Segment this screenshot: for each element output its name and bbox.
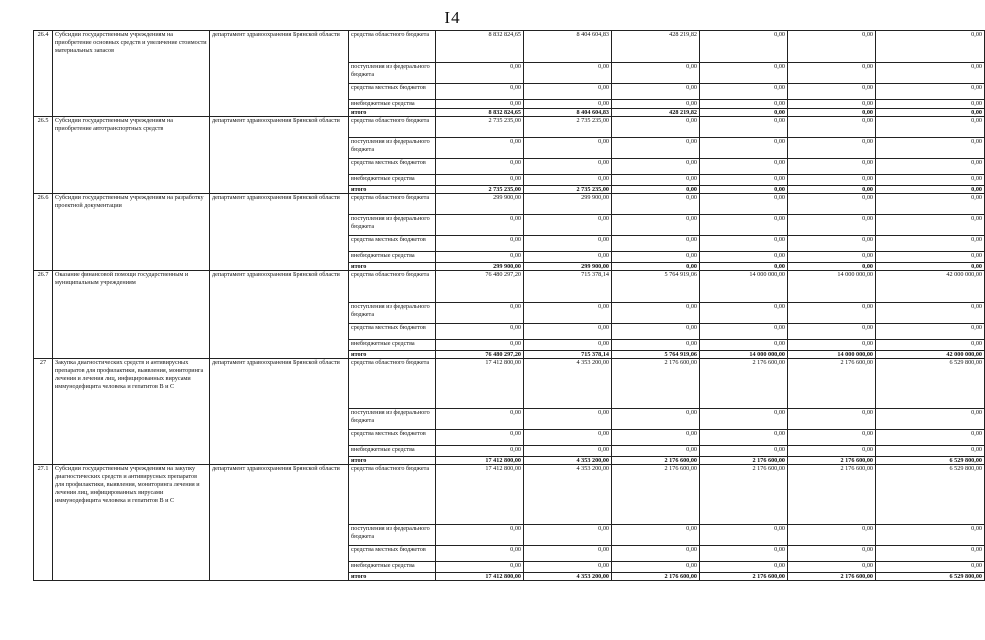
funding-source: итого bbox=[349, 263, 436, 271]
amount-cell: 0,00 bbox=[700, 562, 788, 573]
amount-cell: 0,00 bbox=[700, 546, 788, 562]
amount-cell: 0,00 bbox=[700, 31, 788, 63]
table-row bbox=[34, 194, 985, 215]
amount-cell: 6 529 800,00 bbox=[876, 573, 985, 581]
amount-cell: 0,00 bbox=[524, 175, 612, 186]
funding-source: поступления из федерального бюджета bbox=[349, 303, 436, 324]
amount-cell: 0,00 bbox=[612, 562, 700, 573]
amount-cell: 0,00 bbox=[524, 546, 612, 562]
amount-cell: 0,00 bbox=[876, 324, 985, 340]
amount-cell: 0,00 bbox=[788, 546, 876, 562]
amount-cell: 6 529 800,00 bbox=[876, 465, 985, 525]
table-row bbox=[34, 31, 985, 63]
funding-source: средства областного бюджета bbox=[349, 271, 436, 303]
amount-cell: 0,00 bbox=[700, 63, 788, 84]
amount-cell: 299 900,00 bbox=[524, 194, 612, 215]
amount-cell: 76 480 297,20 bbox=[436, 271, 524, 303]
section-name: Закупка диагностических средств и антивирусных препаратов для профилактики, выявления, мониторинга лечения и лечения лиц, инфицированных вирусами иммунодефицита человека и гепатитов B и C bbox=[53, 359, 210, 465]
amount-cell: 0,00 bbox=[700, 525, 788, 546]
amount-cell: 299 900,00 bbox=[524, 263, 612, 271]
amount-cell: 0,00 bbox=[524, 215, 612, 236]
amount-cell: 4 353 200,00 bbox=[524, 359, 612, 409]
amount-cell: 4 353 200,00 bbox=[524, 457, 612, 465]
amount-cell: 0,00 bbox=[436, 409, 524, 430]
amount-cell: 0,00 bbox=[876, 138, 985, 159]
amount-cell: 0,00 bbox=[524, 252, 612, 263]
amount-cell: 0,00 bbox=[612, 263, 700, 271]
funding-source: внебюджетные средства bbox=[349, 175, 436, 186]
amount-cell: 2 176 600,00 bbox=[788, 359, 876, 409]
amount-cell: 0,00 bbox=[612, 84, 700, 100]
funding-source: итого bbox=[349, 109, 436, 117]
amount-cell: 42 000 000,00 bbox=[876, 351, 985, 359]
amount-cell: 0,00 bbox=[612, 63, 700, 84]
section-name: Субсидии государственным учреждениям на приобретение основных средств и увеличение стоимости материальных запасов bbox=[53, 31, 210, 117]
amount-cell: 0,00 bbox=[436, 236, 524, 252]
amount-cell: 17 412 800,00 bbox=[436, 573, 524, 581]
amount-cell: 8 832 824,65 bbox=[436, 31, 524, 63]
amount-cell: 0,00 bbox=[436, 303, 524, 324]
budget-table bbox=[33, 30, 985, 581]
amount-cell: 0,00 bbox=[612, 138, 700, 159]
executor: департамент здравоохранения Брянской области bbox=[210, 465, 349, 581]
funding-source: средства областного бюджета bbox=[349, 117, 436, 138]
funding-source: итого bbox=[349, 186, 436, 194]
section-code: 27 bbox=[34, 359, 53, 465]
section-name: Оказание финансовой помощи государственным и муниципальным учреждениям bbox=[53, 271, 210, 359]
funding-source: средства местных бюджетов bbox=[349, 159, 436, 175]
amount-cell: 0,00 bbox=[700, 340, 788, 351]
amount-cell: 2 176 600,00 bbox=[612, 465, 700, 525]
amount-cell: 0,00 bbox=[612, 303, 700, 324]
amount-cell: 0,00 bbox=[700, 430, 788, 446]
amount-cell: 0,00 bbox=[524, 409, 612, 430]
amount-cell: 0,00 bbox=[876, 236, 985, 252]
table-row bbox=[34, 271, 985, 303]
funding-source: итого bbox=[349, 573, 436, 581]
amount-cell: 0,00 bbox=[876, 409, 985, 430]
amount-cell: 14 000 000,00 bbox=[700, 271, 788, 303]
amount-cell: 0,00 bbox=[524, 340, 612, 351]
amount-cell: 5 764 919,06 bbox=[612, 351, 700, 359]
amount-cell: 0,00 bbox=[788, 159, 876, 175]
amount-cell: 0,00 bbox=[524, 525, 612, 546]
executor: департамент здравоохранения Брянской области bbox=[210, 359, 349, 465]
amount-cell: 0,00 bbox=[788, 303, 876, 324]
amount-cell: 0,00 bbox=[788, 263, 876, 271]
amount-cell: 0,00 bbox=[524, 84, 612, 100]
funding-source: средства местных бюджетов bbox=[349, 324, 436, 340]
amount-cell: 0,00 bbox=[612, 252, 700, 263]
amount-cell: 0,00 bbox=[876, 215, 985, 236]
amount-cell: 2 176 600,00 bbox=[788, 573, 876, 581]
amount-cell: 0,00 bbox=[700, 84, 788, 100]
section-name: Субсидии государственным учреждениям на приобретение автотранспортных средств bbox=[53, 117, 210, 194]
amount-cell: 8 404 604,83 bbox=[524, 31, 612, 63]
amount-cell: 0,00 bbox=[700, 263, 788, 271]
amount-cell: 2 176 600,00 bbox=[612, 359, 700, 409]
amount-cell: 0,00 bbox=[788, 194, 876, 215]
amount-cell: 0,00 bbox=[612, 525, 700, 546]
amount-cell: 0,00 bbox=[788, 117, 876, 138]
amount-cell: 0,00 bbox=[700, 324, 788, 340]
amount-cell: 0,00 bbox=[876, 546, 985, 562]
amount-cell: 0,00 bbox=[700, 215, 788, 236]
amount-cell: 14 000 000,00 bbox=[788, 351, 876, 359]
amount-cell: 0,00 bbox=[612, 194, 700, 215]
amount-cell: 0,00 bbox=[436, 546, 524, 562]
amount-cell: 0,00 bbox=[700, 175, 788, 186]
section-code: 26.7 bbox=[34, 271, 53, 359]
amount-cell: 0,00 bbox=[436, 138, 524, 159]
page-number: I4 bbox=[444, 8, 461, 27]
amount-cell: 0,00 bbox=[436, 215, 524, 236]
executor: департамент здравоохранения Брянской области bbox=[210, 117, 349, 194]
funding-source: поступления из федерального бюджета bbox=[349, 138, 436, 159]
amount-cell: 0,00 bbox=[612, 159, 700, 175]
amount-cell: 299 900,00 bbox=[436, 194, 524, 215]
amount-cell: 428 219,82 bbox=[612, 109, 700, 117]
amount-cell: 0,00 bbox=[876, 63, 985, 84]
amount-cell: 2 735 235,00 bbox=[436, 186, 524, 194]
amount-cell: 0,00 bbox=[612, 186, 700, 194]
amount-cell: 0,00 bbox=[876, 175, 985, 186]
amount-cell: 6 529 800,00 bbox=[876, 359, 985, 409]
amount-cell: 0,00 bbox=[876, 84, 985, 100]
amount-cell: 8 832 824,65 bbox=[436, 109, 524, 117]
amount-cell: 0,00 bbox=[876, 303, 985, 324]
amount-cell: 0,00 bbox=[788, 525, 876, 546]
amount-cell: 0,00 bbox=[612, 324, 700, 340]
amount-cell: 0,00 bbox=[524, 63, 612, 84]
executor: департамент здравоохранения Брянской области bbox=[210, 194, 349, 271]
amount-cell: 8 404 604,83 bbox=[524, 109, 612, 117]
amount-cell: 0,00 bbox=[524, 159, 612, 175]
amount-cell: 0,00 bbox=[436, 525, 524, 546]
funding-source: поступления из федерального бюджета bbox=[349, 63, 436, 84]
amount-cell: 0,00 bbox=[788, 252, 876, 263]
amount-cell: 0,00 bbox=[876, 194, 985, 215]
amount-cell: 2 176 600,00 bbox=[700, 359, 788, 409]
amount-cell: 76 480 297,20 bbox=[436, 351, 524, 359]
funding-source: средства местных бюджетов bbox=[349, 84, 436, 100]
amount-cell: 428 219,82 bbox=[612, 31, 700, 63]
section-code: 26.6 bbox=[34, 194, 53, 271]
funding-source: внебюджетные средства bbox=[349, 340, 436, 351]
amount-cell: 0,00 bbox=[788, 84, 876, 100]
amount-cell: 0,00 bbox=[788, 63, 876, 84]
amount-cell: 0,00 bbox=[788, 215, 876, 236]
amount-cell: 6 529 800,00 bbox=[876, 457, 985, 465]
funding-source: итого bbox=[349, 351, 436, 359]
section-code: 26.4 bbox=[34, 31, 53, 117]
amount-cell: 0,00 bbox=[788, 409, 876, 430]
amount-cell: 0,00 bbox=[524, 324, 612, 340]
amount-cell: 0,00 bbox=[436, 324, 524, 340]
amount-cell: 5 764 919,06 bbox=[612, 271, 700, 303]
amount-cell: 0,00 bbox=[876, 117, 985, 138]
amount-cell: 0,00 bbox=[788, 340, 876, 351]
amount-cell: 42 000 000,00 bbox=[876, 271, 985, 303]
amount-cell: 0,00 bbox=[876, 186, 985, 194]
amount-cell: 0,00 bbox=[524, 100, 612, 109]
amount-cell: 0,00 bbox=[524, 236, 612, 252]
amount-cell: 0,00 bbox=[700, 186, 788, 194]
amount-cell: 0,00 bbox=[788, 109, 876, 117]
amount-cell: 4 353 200,00 bbox=[524, 465, 612, 525]
amount-cell: 17 412 800,00 bbox=[436, 359, 524, 409]
amount-cell: 0,00 bbox=[436, 159, 524, 175]
amount-cell: 0,00 bbox=[524, 138, 612, 159]
amount-cell: 0,00 bbox=[788, 562, 876, 573]
executor: департамент здравоохранения Брянской области bbox=[210, 271, 349, 359]
amount-cell: 2 176 600,00 bbox=[700, 457, 788, 465]
table-row bbox=[34, 465, 985, 525]
funding-source: средства местных бюджетов bbox=[349, 546, 436, 562]
amount-cell: 0,00 bbox=[524, 562, 612, 573]
amount-cell: 14 000 000,00 bbox=[788, 271, 876, 303]
amount-cell: 0,00 bbox=[612, 236, 700, 252]
amount-cell: 0,00 bbox=[876, 525, 985, 546]
amount-cell: 0,00 bbox=[612, 546, 700, 562]
amount-cell: 0,00 bbox=[524, 430, 612, 446]
amount-cell: 0,00 bbox=[788, 186, 876, 194]
amount-cell: 0,00 bbox=[788, 138, 876, 159]
amount-cell: 2 176 600,00 bbox=[788, 457, 876, 465]
executor: департамент здравоохранения Брянской области bbox=[210, 31, 349, 117]
amount-cell: 0,00 bbox=[788, 324, 876, 340]
amount-cell: 0,00 bbox=[612, 117, 700, 138]
amount-cell: 0,00 bbox=[700, 236, 788, 252]
amount-cell: 0,00 bbox=[788, 236, 876, 252]
amount-cell: 2 735 235,00 bbox=[524, 186, 612, 194]
funding-source: средства областного бюджета bbox=[349, 359, 436, 409]
amount-cell: 14 000 000,00 bbox=[700, 351, 788, 359]
amount-cell: 0,00 bbox=[700, 303, 788, 324]
amount-cell: 0,00 bbox=[436, 63, 524, 84]
funding-source: средства областного бюджета bbox=[349, 31, 436, 63]
amount-cell: 2 176 600,00 bbox=[700, 465, 788, 525]
amount-cell: 17 412 800,00 bbox=[436, 465, 524, 525]
amount-cell: 0,00 bbox=[700, 409, 788, 430]
amount-cell: 0,00 bbox=[700, 194, 788, 215]
funding-source: поступления из федерального бюджета bbox=[349, 525, 436, 546]
amount-cell: 0,00 bbox=[612, 446, 700, 457]
amount-cell: 715 378,14 bbox=[524, 271, 612, 303]
amount-cell: 0,00 bbox=[700, 109, 788, 117]
funding-source: поступления из федерального бюджета bbox=[349, 409, 436, 430]
funding-source: средства местных бюджетов bbox=[349, 430, 436, 446]
funding-source: средства областного бюджета bbox=[349, 194, 436, 215]
amount-cell: 2 176 600,00 bbox=[700, 573, 788, 581]
funding-source: поступления из федерального бюджета bbox=[349, 215, 436, 236]
amount-cell: 0,00 bbox=[700, 252, 788, 263]
amount-cell: 0,00 bbox=[612, 100, 700, 109]
amount-cell: 0,00 bbox=[876, 252, 985, 263]
amount-cell: 0,00 bbox=[788, 430, 876, 446]
amount-cell: 0,00 bbox=[700, 446, 788, 457]
section-name: Субсидии государственным учреждениям на закупку диагностических средств и антивирусных препаратов для профилактики, выявления, мониторинга лечения и лечения лиц, инфицированных вирусами иммунодефицита человека и гепатитов B и C bbox=[53, 465, 210, 581]
amount-cell: 0,00 bbox=[876, 446, 985, 457]
amount-cell: 0,00 bbox=[700, 138, 788, 159]
amount-cell: 0,00 bbox=[788, 100, 876, 109]
amount-cell: 17 412 800,00 bbox=[436, 457, 524, 465]
funding-source: внебюджетные средства bbox=[349, 446, 436, 457]
amount-cell: 2 176 600,00 bbox=[788, 465, 876, 525]
amount-cell: 299 900,00 bbox=[436, 263, 524, 271]
amount-cell: 2 176 600,00 bbox=[612, 457, 700, 465]
amount-cell: 0,00 bbox=[436, 175, 524, 186]
amount-cell: 0,00 bbox=[436, 446, 524, 457]
funding-source: итого bbox=[349, 457, 436, 465]
amount-cell: 0,00 bbox=[612, 430, 700, 446]
amount-cell: 0,00 bbox=[876, 430, 985, 446]
amount-cell: 0,00 bbox=[876, 340, 985, 351]
section-code: 26.5 bbox=[34, 117, 53, 194]
amount-cell: 0,00 bbox=[876, 159, 985, 175]
amount-cell: 0,00 bbox=[612, 409, 700, 430]
amount-cell: 0,00 bbox=[524, 303, 612, 324]
table-row bbox=[34, 117, 985, 138]
amount-cell: 0,00 bbox=[700, 159, 788, 175]
amount-cell: 0,00 bbox=[876, 31, 985, 63]
amount-cell: 0,00 bbox=[876, 100, 985, 109]
amount-cell: 0,00 bbox=[700, 117, 788, 138]
amount-cell: 0,00 bbox=[788, 446, 876, 457]
amount-cell: 0,00 bbox=[436, 84, 524, 100]
amount-cell: 0,00 bbox=[876, 562, 985, 573]
amount-cell: 0,00 bbox=[524, 446, 612, 457]
amount-cell: 0,00 bbox=[876, 109, 985, 117]
amount-cell: 0,00 bbox=[436, 100, 524, 109]
amount-cell: 0,00 bbox=[436, 340, 524, 351]
amount-cell: 0,00 bbox=[436, 252, 524, 263]
amount-cell: 0,00 bbox=[788, 175, 876, 186]
amount-cell: 0,00 bbox=[436, 430, 524, 446]
amount-cell: 4 353 200,00 bbox=[524, 573, 612, 581]
section-name: Субсидии государственным учреждениям на разработку проектной документации bbox=[53, 194, 210, 271]
funding-source: средства местных бюджетов bbox=[349, 236, 436, 252]
amount-cell: 0,00 bbox=[612, 215, 700, 236]
amount-cell: 0,00 bbox=[700, 100, 788, 109]
amount-cell: 2 735 235,00 bbox=[436, 117, 524, 138]
funding-source: средства областного бюджета bbox=[349, 465, 436, 525]
amount-cell: 0,00 bbox=[788, 31, 876, 63]
amount-cell: 0,00 bbox=[612, 175, 700, 186]
funding-source: внебюджетные средства bbox=[349, 562, 436, 573]
amount-cell: 0,00 bbox=[436, 562, 524, 573]
funding-source: внебюджетные средства bbox=[349, 100, 436, 109]
table-row bbox=[34, 359, 985, 409]
amount-cell: 0,00 bbox=[612, 340, 700, 351]
section-code: 27.1 bbox=[34, 465, 53, 581]
amount-cell: 0,00 bbox=[876, 263, 985, 271]
amount-cell: 715 378,14 bbox=[524, 351, 612, 359]
amount-cell: 2 176 600,00 bbox=[612, 573, 700, 581]
funding-source: внебюджетные средства bbox=[349, 252, 436, 263]
amount-cell: 2 735 235,00 bbox=[524, 117, 612, 138]
